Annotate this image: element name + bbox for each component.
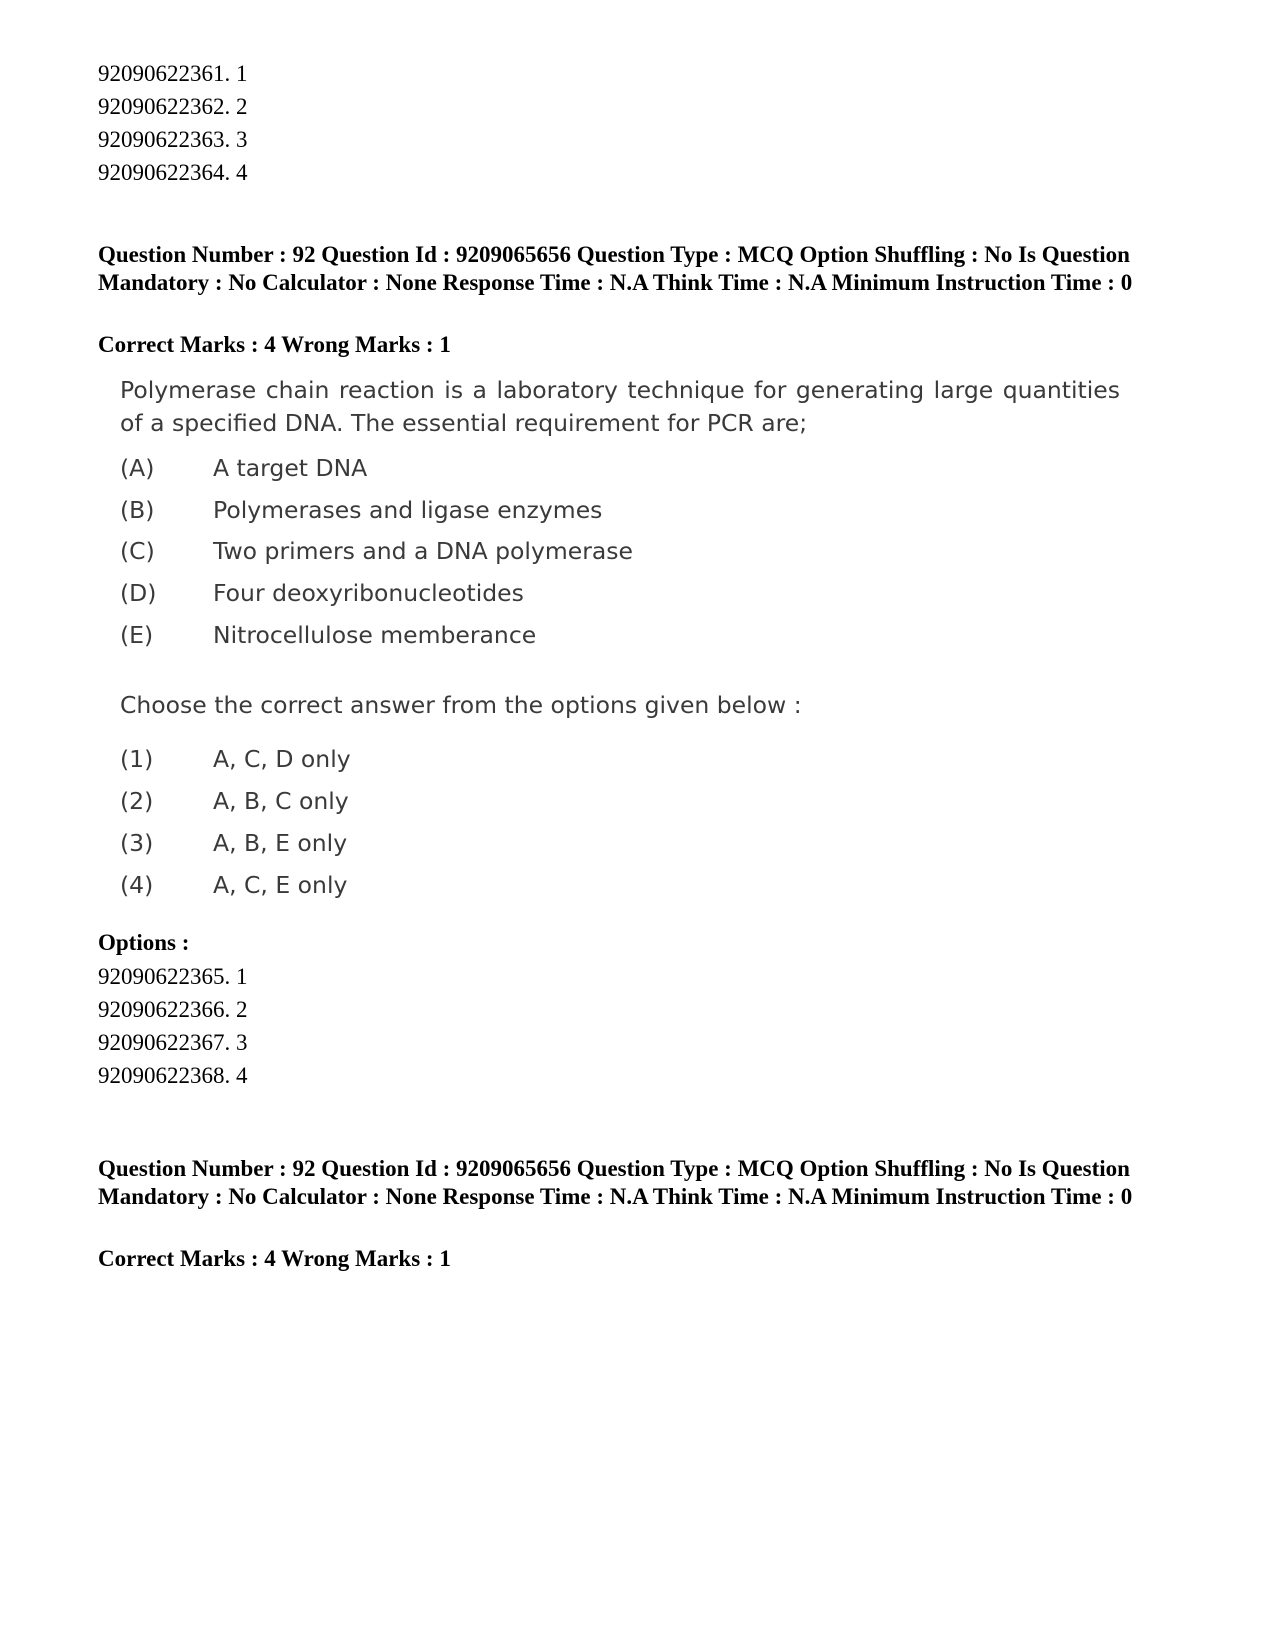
question-marks: Correct Marks : 4 Wrong Marks : 1 [98, 332, 451, 357]
answer-text: A, B, E only [213, 829, 348, 857]
option-4 [98, 1062, 248, 1090]
option-id: 92090622365. [98, 964, 231, 989]
answer-label: (4) [120, 871, 154, 899]
statement-text: A target DNA [213, 454, 368, 482]
option-id: 92090622368. [98, 1063, 231, 1088]
statement-a [120, 453, 367, 483]
statement-label: (D) [120, 579, 157, 607]
statement-text: Four deoxyribonucleotides [213, 579, 524, 607]
option-id: 92090622362. [98, 94, 231, 119]
question-metadata-text: Question Number : 92 Question Id : 9209065656 Question Type : MCQ Option Shuffling : No Is Question Mandatory : No Calculator : None Response Time : N.A Think Time : N.A Minimum Instruction Time : 0 [98, 242, 1133, 295]
previous-option-4 [98, 159, 248, 187]
option-2 [98, 996, 248, 1024]
answer-text: A, C, E only [213, 871, 348, 899]
question-stem: Polymerase chain reaction is a laboratory technique for generating large quantities of a specified DNA. The essential requirement for PCR are; [120, 376, 1120, 437]
answer-text: A, C, D only [213, 745, 351, 773]
statement-c [120, 536, 633, 566]
next-question-metadata [98, 1155, 1188, 1211]
statement-label: (A) [120, 454, 155, 482]
option-id: 92090622364. [98, 160, 231, 185]
option-value: 1 [236, 61, 248, 86]
option-value: 3 [236, 127, 248, 152]
choose-instruction: Choose the correct answer from the options given below : [120, 691, 802, 719]
option-3 [98, 1029, 248, 1057]
option-value: 2 [236, 94, 248, 119]
option-id: 92090622361. [98, 61, 231, 86]
statement-label: (B) [120, 496, 155, 524]
option-value: 4 [236, 160, 248, 185]
options-heading: Options : [98, 930, 190, 955]
statement-text: Two primers and a DNA polymerase [213, 537, 633, 565]
option-1 [98, 963, 248, 991]
answer-3 [120, 828, 347, 858]
answer-text: A, B, C only [213, 787, 349, 815]
statement-label: (E) [120, 621, 154, 649]
previous-option-3 [98, 126, 248, 154]
question-metadata [98, 241, 1188, 297]
next-question-metadata-text: Question Number : 92 Question Id : 9209065656 Question Type : MCQ Option Shuffling : No Is Question Mandatory : No Calculator : None Response Time : N.A Think Time : N.A Minimum Instruction Time : 0 [98, 1156, 1133, 1209]
answer-label: (1) [120, 745, 154, 773]
option-id: 92090622366. [98, 997, 231, 1022]
answer-1 [120, 744, 351, 774]
answer-label: (3) [120, 829, 154, 857]
statement-b [120, 495, 602, 525]
previous-option-2 [98, 93, 248, 121]
statement-e [120, 620, 536, 650]
statement-text: Nitrocellulose memberance [213, 621, 537, 649]
option-value: 3 [236, 1030, 248, 1055]
option-id: 92090622363. [98, 127, 231, 152]
statement-label: (C) [120, 537, 155, 565]
answer-label: (2) [120, 787, 154, 815]
question-image [98, 362, 1138, 927]
next-question-marks: Correct Marks : 4 Wrong Marks : 1 [98, 1246, 451, 1271]
answer-4 [120, 870, 347, 900]
statement-text: Polymerases and ligase enzymes [213, 496, 603, 524]
option-id: 92090622367. [98, 1030, 231, 1055]
option-value: 4 [236, 1063, 248, 1088]
option-value: 2 [236, 997, 248, 1022]
answer-2 [120, 786, 349, 816]
previous-option-1 [98, 60, 248, 88]
statement-d [120, 578, 524, 608]
option-value: 1 [236, 964, 248, 989]
